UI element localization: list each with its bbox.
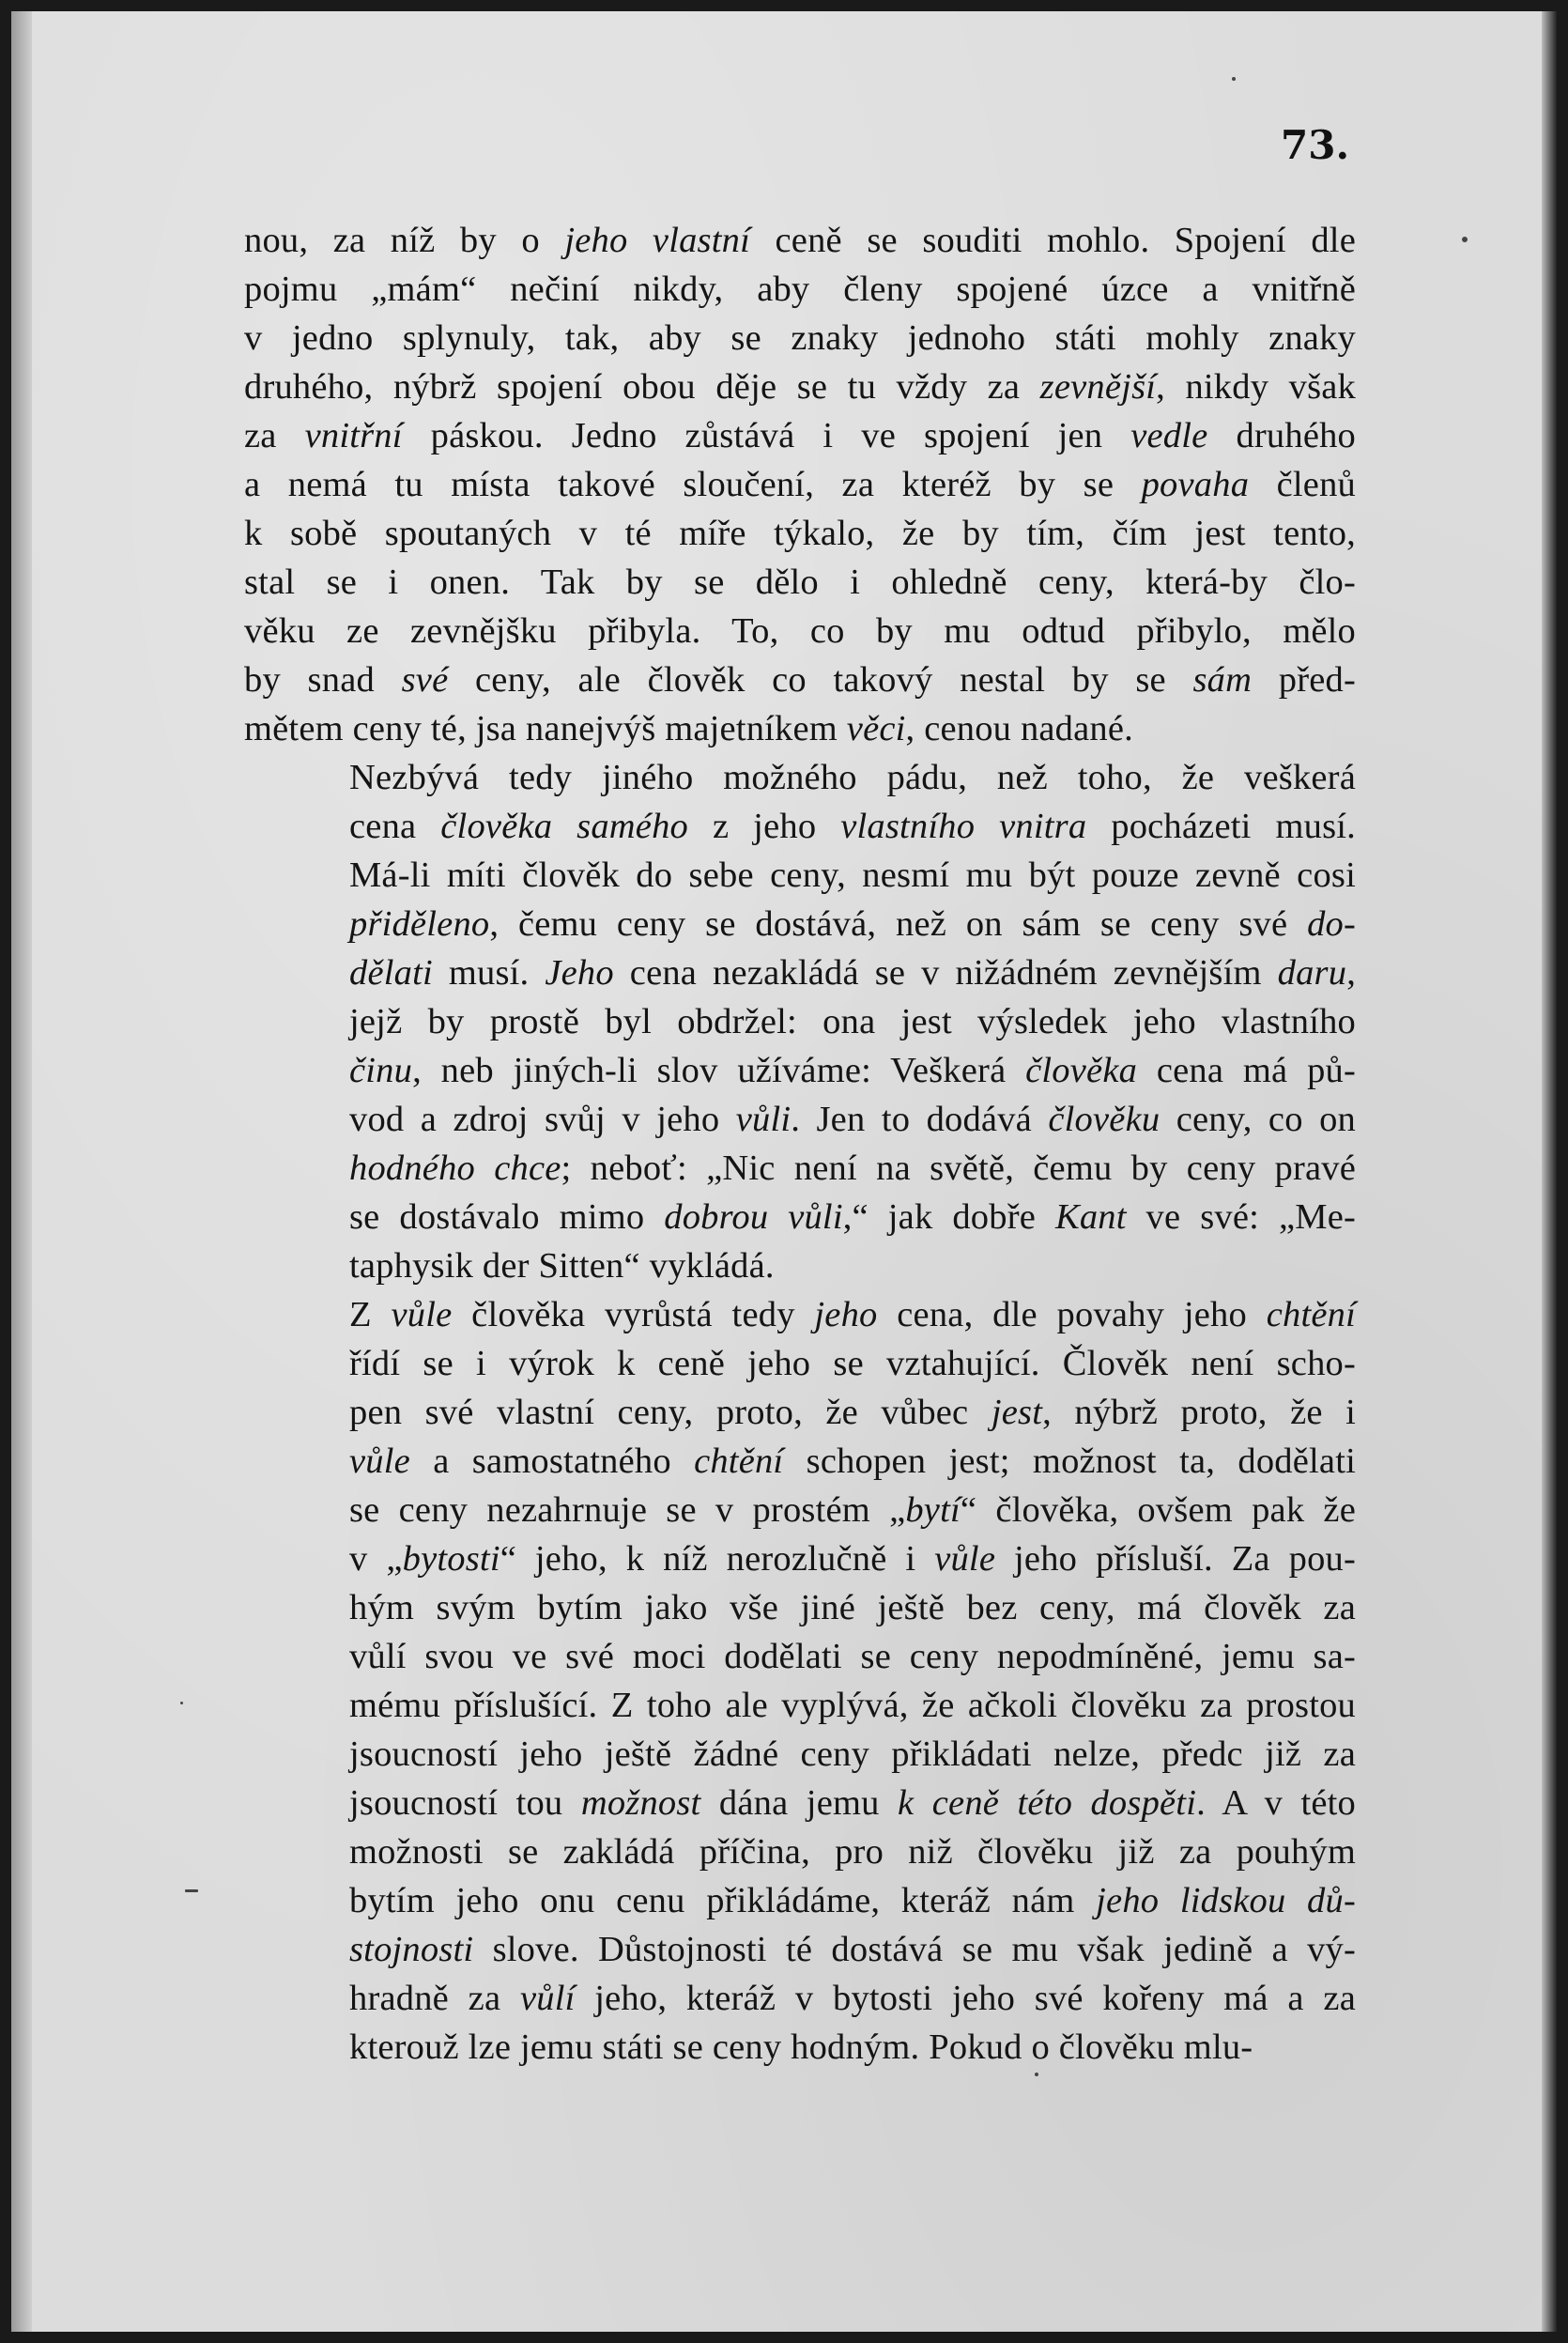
text-run: řídí se i výrok k ceně jeho se vztahující. Člověk není scho- xyxy=(349,1344,1356,1383)
text-run: . A v této xyxy=(1196,1783,1356,1823)
text-run: “ jeho, k níž nerozlučně i xyxy=(500,1539,935,1579)
italic-text: vůle xyxy=(391,1295,453,1334)
text-run: druhého xyxy=(1207,416,1357,455)
italic-text: stojnosti xyxy=(349,1930,474,1969)
text-line xyxy=(244,362,1356,411)
text-line xyxy=(244,1534,1356,1583)
text-run: jejž by prostě byl obdržel: ona jest výsledek jeho vlastního xyxy=(349,1002,1356,1041)
paragraph xyxy=(244,216,1356,753)
text-line xyxy=(244,1144,1356,1193)
text-line xyxy=(244,265,1356,314)
page-edge-shadow xyxy=(1542,11,1557,2332)
text-run: taphysik der Sitten“ vykládá. xyxy=(349,1246,775,1286)
text-line xyxy=(244,1095,1356,1144)
text-run: jsoucností jeho ještě žádné ceny přikládati nelze, předc již za xyxy=(349,1734,1356,1774)
text-run: kterouž lze jemu státi se ceny hodným. Pokud o člověku mlu- xyxy=(349,2027,1253,2067)
text-run: hradně za xyxy=(349,1979,520,2018)
italic-text: chtění xyxy=(694,1441,784,1481)
text-line xyxy=(244,1193,1356,1241)
italic-text: Kant xyxy=(1054,1197,1127,1237)
text-run: dána jemu xyxy=(700,1783,899,1823)
italic-text: hodného chce xyxy=(349,1148,561,1188)
italic-text: člověka xyxy=(1025,1051,1138,1090)
italic-text: vůle xyxy=(934,1539,996,1579)
text-run: hým svým bytím jako vše jiné ještě bez ceny, má člověk za xyxy=(349,1588,1356,1627)
text-line xyxy=(244,1974,1356,2023)
page-number: 73. xyxy=(1281,122,1350,168)
italic-text: bytosti xyxy=(402,1539,500,1579)
text-run: jeho přísluší. Za pou- xyxy=(995,1539,1356,1579)
text-run: k sobě spoutaných v té míře týkalo, že by tím, čím jest tento, xyxy=(244,514,1356,553)
text-line xyxy=(244,948,1356,997)
italic-text: vnitřní xyxy=(304,416,403,455)
text-line xyxy=(244,509,1356,558)
paper-speck xyxy=(1462,237,1468,242)
text-run: musí. xyxy=(432,953,546,993)
text-run: by snad xyxy=(244,660,402,700)
italic-text: přiděleno xyxy=(349,904,490,944)
text-run: vod a zdroj svůj v jeho xyxy=(349,1100,736,1139)
text-run: cena xyxy=(349,807,441,846)
text-line xyxy=(244,753,1356,802)
text-line xyxy=(244,1290,1356,1339)
text-run: jsoucností tou xyxy=(349,1783,581,1823)
text-line xyxy=(244,1779,1356,1827)
text-run: Z xyxy=(349,1295,392,1334)
text-run: schopen jest; možnost ta, dodělati xyxy=(783,1441,1356,1481)
text-run: pocházeti musí. xyxy=(1086,807,1356,846)
italic-text: daru xyxy=(1277,953,1347,993)
text-run: ; neboť: „Nic není na světě, čemu by ceny pravé xyxy=(561,1148,1356,1188)
text-line xyxy=(244,1241,1356,1290)
text-line xyxy=(244,216,1356,265)
text-run: , cenou nadané. xyxy=(905,709,1133,748)
text-line xyxy=(244,1632,1356,1681)
italic-text: do- xyxy=(1307,904,1356,944)
text-run: , čemu ceny se dostává, než on sám se ceny své xyxy=(489,904,1308,944)
paper-speck xyxy=(1035,2073,1038,2076)
text-line xyxy=(244,1388,1356,1437)
text-run: mému příslušící. Z toho ale vyplývá, že ačkoli člověku za prostou xyxy=(349,1686,1356,1725)
italic-text: vlastního vnitra xyxy=(840,807,1087,846)
italic-text: jeho vlastní xyxy=(564,221,750,260)
text-run: členů xyxy=(1249,465,1356,504)
italic-text: dělati xyxy=(349,953,433,993)
text-run: cena nezakládá se v nižádném zevnějším xyxy=(613,953,1278,993)
italic-text: člověka samého xyxy=(440,807,688,846)
italic-text: vedle xyxy=(1130,416,1208,455)
paragraph xyxy=(244,753,1356,1290)
text-run: druhého, nýbrž spojení obou děje se tu vždy za xyxy=(244,367,1040,407)
text-run: bytím jeho onu cenu přikládáme, kteráž nám xyxy=(349,1881,1097,1920)
paragraph xyxy=(244,1290,1356,2072)
text-line xyxy=(244,851,1356,900)
text-line xyxy=(244,1486,1356,1534)
text-run: možnosti se zakládá příčina, pro niž člověku již za pouhým xyxy=(349,1832,1356,1872)
page-binding-shadow xyxy=(11,11,32,2332)
text-run: Má-li míti člověk do sebe ceny, nesmí mu být pouze zevně cosi xyxy=(349,856,1356,895)
text-run: před- xyxy=(1252,660,1356,700)
text-line xyxy=(244,1730,1356,1779)
italic-text: vůle xyxy=(349,1441,410,1481)
italic-text: bytí xyxy=(905,1490,961,1530)
text-run: cena má pů- xyxy=(1137,1051,1356,1090)
text-line xyxy=(244,802,1356,851)
text-line xyxy=(244,1046,1356,1095)
text-run: se ceny nezahrnuje se v prostém „ xyxy=(349,1490,906,1530)
text-run: se dostávalo mimo xyxy=(349,1197,665,1237)
text-run: stal se i onen. Tak by se dělo i ohledně ceny, která-by člo- xyxy=(244,563,1356,602)
text-run: člověka vyrůstá tedy xyxy=(452,1295,815,1334)
text-line xyxy=(244,1583,1356,1632)
text-line xyxy=(244,460,1356,509)
text-run: cena, dle povahy jeho xyxy=(877,1295,1267,1334)
text-run: v „ xyxy=(349,1539,403,1579)
italic-text: věci xyxy=(846,709,906,748)
italic-text: chtění xyxy=(1266,1295,1356,1334)
text-run: ve své: „Me- xyxy=(1126,1197,1356,1237)
body-text xyxy=(244,216,1356,2072)
text-run: věku ze zevnějšku přibyla. To, co by mu odtud přibylo, mělo xyxy=(244,611,1356,651)
text-run: , xyxy=(1346,953,1357,993)
text-line xyxy=(244,607,1356,655)
text-line xyxy=(244,704,1356,753)
text-run: páskou. Jedno zůstává i ve spojení jen xyxy=(402,416,1131,455)
text-run: jeho, kteráž v bytosti jeho své kořeny má a za xyxy=(575,1979,1356,2018)
text-run: mětem ceny té, jsa nanejvýš majetníkem xyxy=(244,709,847,748)
text-run: z jeho xyxy=(688,807,841,846)
italic-text: jeho lidskou dů- xyxy=(1096,1881,1356,1920)
book-page xyxy=(11,11,1557,2332)
text-line xyxy=(244,1876,1356,1925)
italic-text: zevnější xyxy=(1039,367,1157,407)
text-run: ceně se souditi mohlo. Spojení dle xyxy=(749,221,1356,260)
text-line xyxy=(244,1339,1356,1388)
text-run: slove. Důstojnosti té dostává se mu však jedině a vý- xyxy=(473,1930,1356,1969)
text-run: a nemá tu místa takové sloučení, za kteréž by se xyxy=(244,465,1142,504)
text-line xyxy=(244,1827,1356,1876)
text-run: Nezbývá tedy jiného možného pádu, než toho, že veškerá xyxy=(349,758,1356,797)
text-run: pojmu „mám“ nečiní nikdy, aby členy spojené úzce a vnitřně xyxy=(244,270,1356,309)
italic-text: jeho xyxy=(814,1295,878,1334)
text-line xyxy=(244,2023,1356,2072)
text-run: “ člověka, ovšem pak že xyxy=(960,1490,1356,1530)
italic-text: dobrou vůli xyxy=(664,1197,843,1237)
italic-text: člověku xyxy=(1048,1100,1161,1139)
italic-text: povaha xyxy=(1141,465,1250,504)
italic-text: vůli xyxy=(735,1100,792,1139)
italic-text: jest xyxy=(991,1393,1043,1432)
text-line xyxy=(244,1437,1356,1486)
italic-text: Jeho xyxy=(545,953,614,993)
text-run: , neb jiných-li slov užíváme: Veškerá xyxy=(412,1051,1026,1090)
italic-text: sám xyxy=(1192,660,1253,700)
text-line xyxy=(244,411,1356,460)
text-run: ,“ jak dobře xyxy=(842,1197,1055,1237)
text-run: pen své vlastní ceny, proto, že vůbec xyxy=(349,1393,992,1432)
text-line xyxy=(244,655,1356,704)
text-run: v jedno splynuly, tak, aby se znaky jednoho státi mohly znaky xyxy=(244,318,1356,358)
text-run: nou, za níž by o xyxy=(244,221,565,260)
text-line xyxy=(244,997,1356,1046)
paper-speck xyxy=(185,1889,198,1892)
text-run: za xyxy=(244,416,305,455)
text-run: a samostatného xyxy=(409,1441,695,1481)
italic-text: možnost xyxy=(580,1783,701,1823)
text-line xyxy=(244,1681,1356,1730)
text-line xyxy=(244,558,1356,607)
italic-text: vůlí xyxy=(519,1979,576,2018)
text-run: , nýbrž proto, že i xyxy=(1042,1393,1356,1432)
text-run: ceny, ale člověk co takový nestal by se xyxy=(448,660,1193,700)
italic-text: činu xyxy=(349,1051,413,1090)
text-run: , nikdy však xyxy=(1156,367,1356,407)
italic-text: své xyxy=(401,660,449,700)
paper-speck xyxy=(180,1702,183,1704)
text-line xyxy=(244,314,1356,362)
text-line xyxy=(244,1925,1356,1974)
text-run: . Jen to dodává xyxy=(791,1100,1049,1139)
italic-text: k ceně této dospěti xyxy=(898,1783,1197,1823)
text-run: vůlí svou ve své moci dodělati se ceny nepodmíněné, jemu sa- xyxy=(349,1637,1356,1676)
text-run: ceny, co on xyxy=(1160,1100,1356,1139)
text-line xyxy=(244,900,1356,948)
paper-speck xyxy=(1232,77,1236,81)
